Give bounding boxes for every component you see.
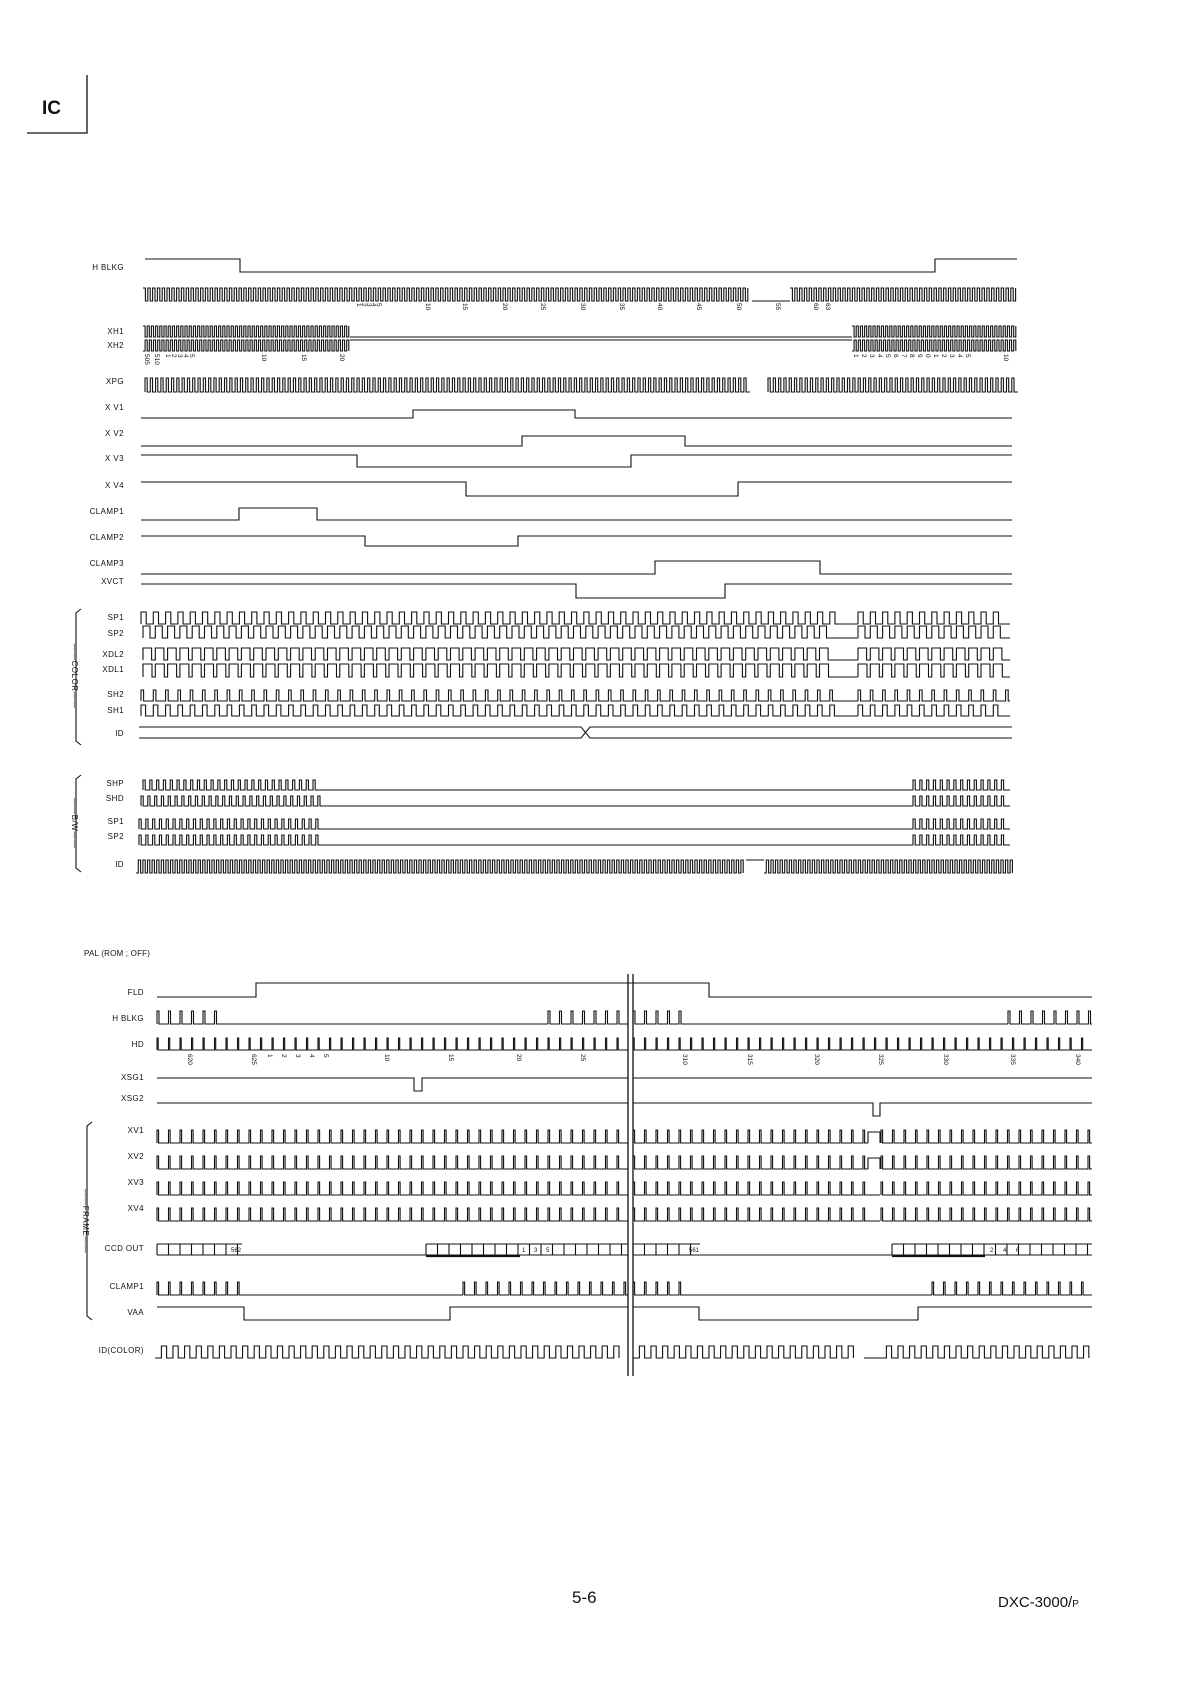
top-count-label: 40 [656,303,663,311]
id-bw-waveform [136,860,764,873]
lower-signal-label: H BLKG [112,1014,144,1023]
ccd-cell-label: 1 [522,1248,526,1254]
top-count-label: 20 [501,303,508,311]
sp2-bw-waveform [139,835,913,845]
xh-count-label: 510 [153,354,160,365]
hd-count-label: 330 [942,1054,949,1065]
upper-signal-label: X V3 [105,454,124,463]
upper-timing-diagram [70,259,1018,873]
clamp1-waveform [141,508,1012,520]
ccd-cell-label: 3 [534,1248,538,1254]
xh-count-label: 3 [176,354,183,358]
x-v3-waveform [141,455,1012,467]
upper-signal-label: SP2 [107,832,124,841]
clamp1-lower-waveform [932,1282,1092,1295]
xh-count-label: 20 [338,354,345,362]
top-count-label: 50 [735,303,742,311]
tab-frame [27,75,87,133]
field-split-marker [628,974,633,1376]
hd-count-label: 620 [186,1054,193,1065]
upper-signal-label: XDL2 [102,650,124,659]
lower-signal-label: XV3 [127,1178,144,1187]
hblkg-waveform [145,259,1017,272]
hblkg-lower-waveform [548,1011,628,1024]
sh1-waveform [858,705,1010,716]
upper-signal-label: SP1 [107,613,124,622]
xv4-lower-waveform [881,1208,1092,1221]
sp1-bw-waveform [913,819,1010,829]
hd-count-label: 1 [266,1054,273,1058]
upper-signal-label: X V4 [105,481,124,490]
lower-signal-label: XV4 [127,1204,144,1213]
top-count-label: 2 [360,303,367,307]
top-count-label: 3 [365,303,372,307]
upper-signal-label: ID [115,729,124,738]
xh1-waveform [852,326,1016,337]
x-v2-waveform [141,436,1012,446]
hd-count-label: 335 [1009,1054,1016,1065]
top-count-label: 60 [812,303,819,311]
top-count-label: 1 [355,303,362,307]
top-count-label: 35 [618,303,625,311]
xh-count-label: 9 [916,354,923,358]
xv2-lower-waveform [881,1156,1092,1169]
pal-caption: PAL (ROM ; OFF) [84,949,151,958]
bw-group-label: ——B/W—— [70,797,79,849]
clamp1-lower-waveform [633,1282,932,1295]
xh-count-label: 5 [188,354,195,358]
ccd-cell-label: 561 [689,1248,700,1254]
xpg-waveform [768,378,1018,392]
xh-count-label: 2 [860,354,867,358]
section-tab: IC [42,98,61,119]
shd-waveform [141,796,913,806]
xh-count-label: 15 [300,354,307,362]
clamp3-waveform [141,561,1012,574]
xv4-lower-waveform [157,1208,628,1221]
xh-count-label: 505 [143,354,150,365]
xh-count-label: 3 [868,354,875,358]
sp2-color-waveform [143,626,858,638]
hblkg-lower-waveform [633,1011,1008,1024]
sh2-waveform [858,690,1010,701]
clamp1-lower-waveform [463,1282,628,1295]
xh-count-label: 1 [164,354,171,358]
upper-signal-label: X V1 [105,403,124,412]
xv3-lower-waveform [633,1182,880,1195]
ccd-cell-label: 6 [1016,1248,1020,1254]
ccd-cell-label: 4 [1003,1248,1007,1254]
sp1-color-waveform [858,612,1010,624]
upper-signal-label: SP1 [107,817,124,826]
top-count-label: 30 [579,303,586,311]
x-v1-waveform [141,410,1012,418]
sp1-bw-waveform [139,819,913,829]
xdl2-waveform [143,648,858,660]
upper-signal-label: XPG [105,377,124,386]
top-count-label: 63 [824,303,831,311]
top-count-label: 55 [774,303,781,311]
xpg-waveform [145,378,750,392]
ccd-cell-label: 2 [990,1248,994,1254]
xh2-waveform [143,340,852,351]
color-group-label: ——COLOR—— [70,643,79,709]
lower-signal-label: XV2 [127,1152,144,1161]
hd-count-label: 3 [294,1054,301,1058]
hd-waveform [157,1038,628,1050]
lower-signal-label: FLD [127,988,144,997]
lower-signal-label: HD [131,1040,144,1049]
frame-group-label: ——FRAME—— [81,1188,90,1254]
hd-count-label: 325 [877,1054,884,1065]
xv3-lower-waveform [157,1182,628,1195]
ccd-cell-label: 562 [231,1248,242,1254]
lower-signal-label: XSG1 [121,1073,144,1082]
xh-count-label: 10 [260,354,267,362]
xv1-lower-waveform [157,1130,628,1143]
xh-count-label: 2 [940,354,947,358]
xdl1-waveform [143,664,858,677]
xh-count-label: 4 [182,354,189,358]
clamp2-waveform [141,536,1012,546]
hblkg-lower-waveform [157,1011,548,1024]
id-bw-waveform [764,860,1012,873]
top-count-label: 4 [370,303,377,307]
xh-count-label: 5 [884,354,891,358]
upper-signal-label: XVCT [101,577,124,586]
xh2-waveform [852,340,1016,351]
hblkg-lower-waveform [1008,1011,1092,1024]
upper-signal-label: CLAMP1 [89,507,124,516]
upper-signal-label: SP2 [107,629,124,638]
model-main: DXC-3000/ [998,1594,1073,1611]
id-color-waveform [139,727,1012,738]
xv3-lower-waveform [881,1182,1092,1195]
upper-signal-label: CLAMP2 [89,533,124,542]
model-suffix: P [1072,1599,1079,1610]
xh-count-label: 0 [924,354,931,358]
hd-count-label: 310 [681,1054,688,1065]
sp2-color-waveform [858,626,1010,638]
hd-count-label: 20 [515,1054,522,1062]
hd-count-label: 10 [383,1054,390,1062]
hd-waveform [633,1038,1092,1050]
top-count-label: 45 [695,303,702,311]
xh-count-label: 1 [852,354,859,358]
id-color-lower-waveform [155,1346,619,1358]
upper-signal-label: SH1 [107,706,124,715]
upper-signal-label: SHP [106,779,124,788]
lower-signal-label: ID(COLOR) [98,1346,144,1355]
sp2-bw-waveform [913,835,1010,845]
top-count-label: 5 [375,303,382,307]
hd-count-label: 4 [308,1054,315,1058]
lower-signal-label: CCD OUT [104,1244,144,1253]
xh-count-label: 4 [876,354,883,358]
page-number: 5-6 [572,1588,597,1607]
xh1-waveform [143,326,852,337]
id-color-lower-waveform [633,1346,880,1358]
xh-count-label: 4 [956,354,963,358]
xv2-lower-waveform [157,1156,628,1169]
upper-signal-label: CLAMP3 [89,559,124,568]
lower-signal-label: XV1 [127,1126,144,1135]
hd-count-label: 340 [1074,1054,1081,1065]
upper-signal-label: ID [115,860,124,869]
hd-count-label: 15 [447,1054,454,1062]
xh-count-label: 5 [964,354,971,358]
upper-signal-label: H BLKG [92,263,124,272]
xh-count-label: 2 [170,354,177,358]
xh-count-label: 3 [948,354,955,358]
xv1-lower-waveform [881,1130,1092,1143]
ccd-out-cells [157,1244,242,1255]
xv4-lower-waveform [633,1208,880,1221]
xv1-lower-waveform [633,1130,880,1143]
ccd-cell-label: 5 [546,1248,550,1254]
xvct-waveform [141,584,1012,598]
sh2-waveform [141,690,858,701]
hd-count-label: 625 [250,1054,257,1065]
vaa-waveform [157,1307,628,1320]
hd-count-label: 5 [322,1054,329,1058]
xsg1-waveform [157,1078,1092,1091]
xh-count-label: 6 [892,354,899,358]
vaa-waveform [633,1307,1092,1320]
top-count-label: 15 [461,303,468,311]
hd-count-label: 315 [746,1054,753,1065]
hd-count-label: 320 [813,1054,820,1065]
fld-waveform [157,983,1092,997]
shp-waveform [143,780,913,790]
shp-waveform [913,780,1010,790]
xh-count-label: 1 [932,354,939,358]
upper-signal-label: XDL1 [102,665,124,674]
id-color-lower-waveform [880,1346,1089,1358]
xh-count-label: 7 [900,354,907,358]
upper-clock-waveform [790,288,1016,301]
lower-signal-label: VAA [127,1308,144,1317]
upper-signal-label: X V2 [105,429,124,438]
upper-signal-label: XH2 [107,341,124,350]
lower-signal-label: CLAMP1 [109,1282,144,1291]
sh1-waveform [141,705,858,716]
xdl1-waveform [858,664,1010,677]
xdl2-waveform [858,648,1010,660]
xh-count-label: 8 [908,354,915,358]
lower-signal-label: XSG2 [121,1094,144,1103]
sp1-color-waveform [141,612,858,624]
ccd-out-cells [426,1244,628,1255]
hd-count-label: 2 [280,1054,287,1058]
clamp1-lower-waveform [157,1282,463,1295]
top-count-label: 25 [539,303,546,311]
x-v4-waveform [141,482,1012,496]
xh-count-label: 10 [1002,354,1009,362]
upper-signal-label: SHD [105,794,124,803]
lower-pal-timing-diagram [81,974,1092,1376]
hd-count-label: 25 [579,1054,586,1062]
top-count-label: 10 [424,303,431,311]
xsg2-waveform [157,1103,1092,1116]
upper-clock-waveform [143,288,748,301]
xv2-lower-waveform [633,1156,880,1169]
upper-signal-label: XH1 [107,327,124,336]
shd-waveform [913,796,1010,806]
upper-signal-label: SH2 [107,690,124,699]
